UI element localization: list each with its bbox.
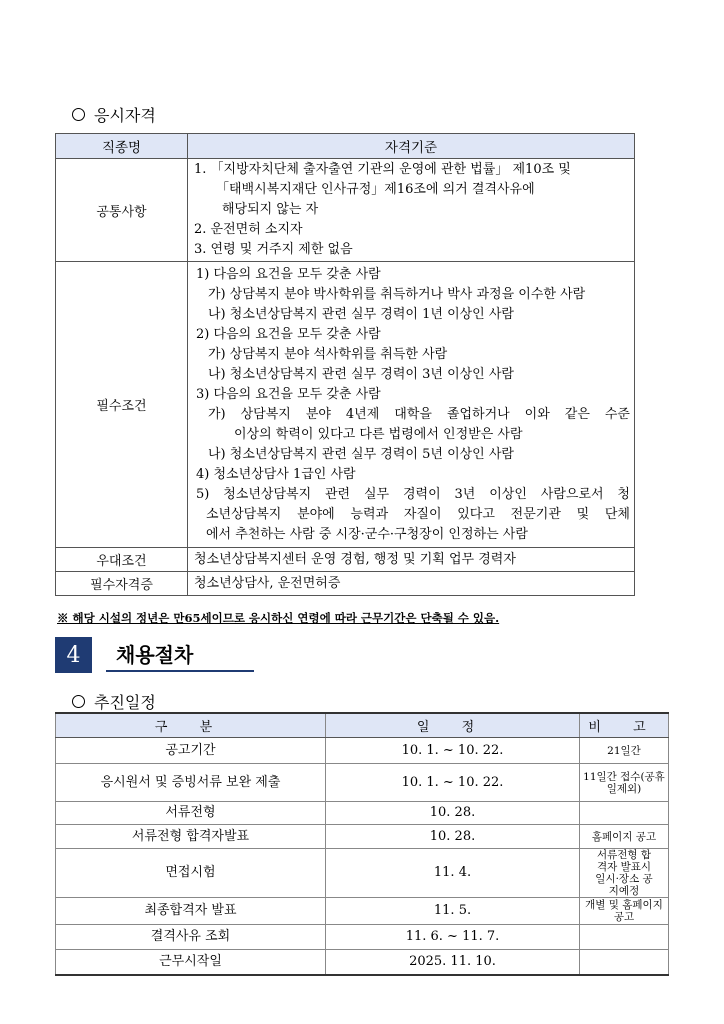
- row-date: 10. 1. ~ 10. 22.: [326, 764, 580, 802]
- certificates-label: 필수자격증: [56, 572, 188, 596]
- header-criteria: 자격기준: [188, 134, 635, 159]
- row-date: 10. 28.: [326, 825, 580, 849]
- row-date: 10. 28.: [326, 802, 580, 825]
- retirement-note: ※ 해당 시설의 정년은 만65세이므로 응시하신 연령에 따라 근무기간은 단축될 수 있음.: [57, 611, 500, 625]
- row-note: [580, 802, 669, 825]
- row-date: 11. 6. ~ 11. 7.: [326, 925, 580, 950]
- table-row: [56, 825, 669, 849]
- header-category: 구 분: [56, 713, 326, 738]
- row-date: 10. 1. ~ 10. 22.: [326, 738, 580, 764]
- row-item: 최종합격자 발표: [56, 898, 326, 925]
- row-note: 홈페이지 공고: [580, 825, 669, 849]
- required-line: 소년상담복지 분야에 능력과 자질이 있다고 전문기관 및 단체: [206, 506, 630, 522]
- common-label: 공통사항: [56, 159, 188, 262]
- circle-bullet-icon: [72, 108, 85, 121]
- header-job-type: 직종명: [56, 134, 188, 159]
- common-line: 해당되지 않는 자: [222, 202, 319, 217]
- required-line: 가) 상담복지 분야 석사학위를 취득한 사람: [208, 346, 448, 362]
- table-row: [56, 898, 669, 925]
- row-note: [580, 950, 669, 975]
- row-item: 면접시험: [56, 849, 326, 898]
- required-line: 3) 다음의 요건을 모두 갖춘 사람: [196, 386, 381, 402]
- row-item: 응시원서 및 증빙서류 보완 제출: [56, 764, 326, 802]
- row-item: 서류전형: [56, 802, 326, 825]
- certificates-content: 청소년상담사, 운전면허증: [188, 572, 635, 596]
- table-row: [56, 738, 669, 764]
- section-title: 채용절차: [106, 640, 254, 672]
- schedule-table: [55, 712, 669, 976]
- required-line: 이상의 학력이 있다고 다른 법령에서 인정받은 사람: [234, 426, 523, 442]
- qualification-table: [55, 133, 635, 596]
- qualification-heading: [72, 103, 156, 126]
- row-note: 11일간 접수(공휴일제외): [580, 764, 669, 802]
- schedule-heading: [72, 690, 156, 713]
- row-note: 개별 및 홈페이지 공고: [580, 898, 669, 925]
- table-row: [56, 764, 669, 802]
- row-item: 근무시작일: [56, 950, 326, 975]
- common-line: 「태백시복지재단 인사규정」제16조에 의거 결격사유에: [216, 182, 535, 197]
- header-schedule: 일 정: [326, 713, 580, 738]
- row-item: 공고기간: [56, 738, 326, 764]
- row-item: 결격사유 조회: [56, 925, 326, 950]
- common-content: [188, 159, 635, 262]
- required-line: 에서 추천하는 사람 중 시장·군수·구청장이 인정하는 사람: [206, 526, 528, 542]
- circle-bullet-icon: [72, 695, 85, 708]
- row-date: 2025. 11. 10.: [326, 950, 580, 975]
- row-item: 서류전형 합격자발표: [56, 825, 326, 849]
- common-line: 2. 운전면허 소지자: [194, 222, 303, 237]
- row-date: 11. 4.: [326, 849, 580, 898]
- required-line: 4) 청소년상담사 1급인 사람: [196, 466, 356, 482]
- required-line: 나) 청소년상담복지 관련 실무 경력이 3년 이상인 사람: [208, 366, 514, 382]
- qualification-heading-text: 응시자격: [94, 106, 156, 125]
- table-row: [56, 802, 669, 825]
- row-note: 서류전형 합격자 발표시 일시·장소 공지예정: [580, 849, 669, 898]
- table-row: [56, 849, 669, 898]
- section-number: 4: [55, 637, 92, 673]
- required-line: 나) 청소년상담복지 관련 실무 경력이 1년 이상인 사람: [208, 306, 514, 322]
- required-label: 필수조건: [56, 262, 188, 548]
- common-line: 3. 연령 및 거주지 제한 없음: [194, 242, 353, 257]
- common-line: 1. 「지방자치단체 출자출연 기관의 운영에 관한 법률」 제10조 및: [194, 162, 571, 177]
- required-line: 나) 청소년상담복지 관련 실무 경력이 5년 이상인 사람: [208, 446, 514, 462]
- header-remarks: 비 고: [580, 713, 669, 738]
- schedule-heading-text: 추진일정: [94, 693, 156, 712]
- required-line: 2) 다음의 요건을 모두 갖춘 사람: [196, 326, 381, 342]
- table-row: [56, 925, 669, 950]
- required-content: [188, 262, 635, 548]
- required-line: 가) 상담복지 분야 박사학위를 취득하거나 박사 과정을 이수한 사람: [208, 286, 586, 302]
- preferred-content: 청소년상담복지센터 운영 경험, 행정 및 기획 업무 경력자: [188, 548, 635, 572]
- required-line: 1) 다음의 요건을 모두 갖춘 사람: [196, 266, 381, 282]
- row-note: [580, 925, 669, 950]
- required-line: 5) 청소년상담복지 관련 실무 경력이 3년 이상인 사람으로서 청: [196, 486, 630, 502]
- required-line: 가) 상담복지 분야 4년제 대학을 졸업하거나 이와 같은 수준: [208, 406, 630, 422]
- row-date: 11. 5.: [326, 898, 580, 925]
- row-note: 21일간: [580, 738, 669, 764]
- preferred-label: 우대조건: [56, 548, 188, 572]
- table-row: [56, 950, 669, 975]
